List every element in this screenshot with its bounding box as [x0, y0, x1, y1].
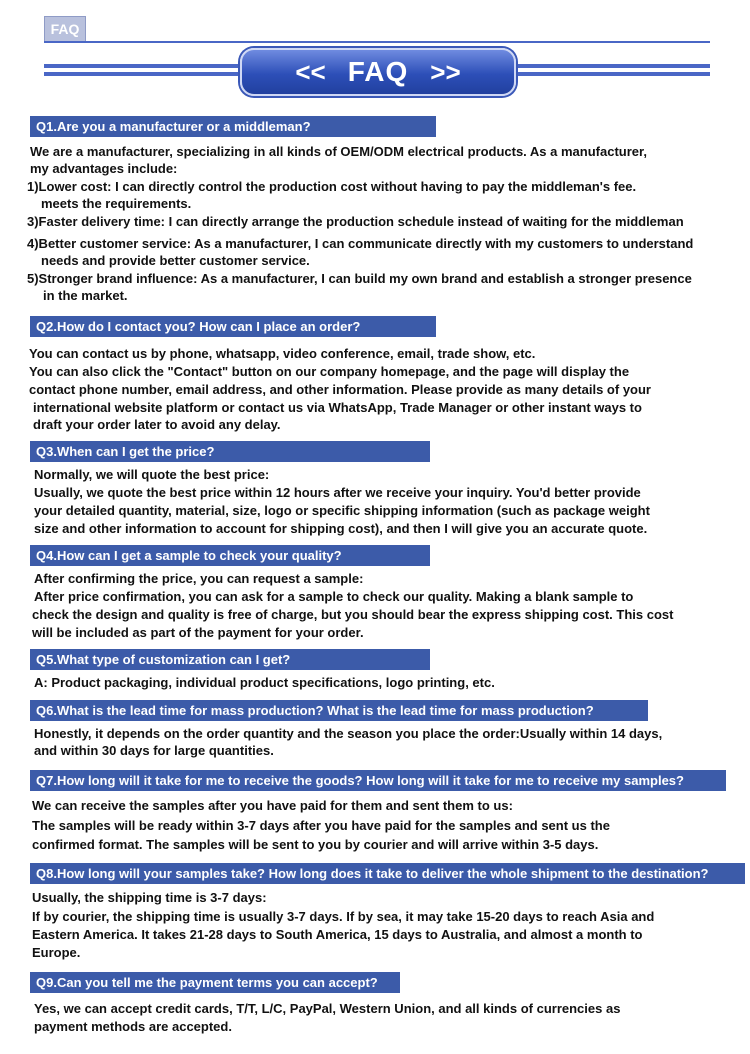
- answer-1-line: 1)Lower cost: I can directly control the production cost without having to pay the middleman's fee.: [27, 179, 637, 194]
- answer-4-line: will be included as part of the payment for your order.: [32, 625, 364, 640]
- faq-banner: [240, 48, 516, 96]
- answer-1-line: 5)Stronger brand influence: As a manufacturer, I can build my own brand and establish a stronger presence: [27, 271, 692, 286]
- question-7-heading: Q7.How long will it take for me to receive the goods? How long will it take for me to receive my samples?: [30, 770, 726, 791]
- answer-7-line: We can receive the samples after you have paid for them and sent them to us:: [32, 798, 513, 813]
- answer-8-line: Europe.: [32, 945, 81, 960]
- header-rule: [44, 41, 710, 43]
- question-3-heading: Q3.When can I get the price?: [30, 441, 430, 462]
- answer-3-line: Usually, we quote the best price within 12 hours after we receive your inquiry. You'd better provide: [34, 485, 641, 500]
- answer-4-line: After price confirmation, you can ask for a sample to check our quality. Making a blank sample to: [34, 589, 634, 604]
- question-2-heading: Q2.How do I contact you? How can I place an order?: [30, 316, 436, 337]
- answer-2-line: You can also click the "Contact" button on our company homepage, and the page will display the: [29, 364, 630, 379]
- answer-7-line: The samples will be ready within 3-7 days after you have paid for the samples and sent us the: [32, 818, 610, 833]
- answer-3-line: Normally, we will quote the best price:: [34, 467, 270, 482]
- chevron-right-icon: >>: [430, 57, 461, 87]
- question-6-heading: Q6.What is the lead time for mass production? What is the lead time for mass production?: [30, 700, 648, 721]
- answer-1-line: We are a manufacturer, specializing in all kinds of OEM/ODM electrical products. As a manufacturer,: [30, 144, 647, 159]
- chevron-left-icon: <<: [295, 57, 326, 87]
- faq-tag: FAQ: [44, 16, 86, 42]
- question-1-heading: Q1.Are you a manufacturer or a middleman?: [30, 116, 436, 137]
- answer-5-line: A: Product packaging, individual product specifications, logo printing, etc.: [34, 675, 495, 690]
- answer-3-line: size and other information to account for shipping cost), and then I will give you an accurate quote.: [34, 521, 648, 536]
- answer-1-line: my advantages include:: [30, 161, 178, 176]
- answer-6-line: and within 30 days for large quantities.: [34, 743, 274, 758]
- answer-2-line: draft your order later to avoid any delay.: [33, 417, 281, 432]
- answer-9-line: Yes, we can accept credit cards, T/T, L/C, PayPal, Western Union, and all kinds of currencies as: [34, 1001, 621, 1016]
- question-5-heading: Q5.What type of customization can I get?: [30, 649, 430, 670]
- answer-8-line: Eastern America. It takes 21-28 days to South America, 15 days to Australia, and almost a month to: [32, 927, 643, 942]
- answer-8-line: Usually, the shipping time is 3-7 days:: [32, 890, 267, 905]
- answer-4-line: check the design and quality is free of charge, but you should bear the express shipping cost. This cost: [32, 607, 674, 622]
- answer-3-line: your detailed quantity, material, size, logo or specific shipping information (such as package weight: [34, 503, 650, 518]
- answer-2-line: international website platform or contact us via WhatsApp, Trade Manager or other instant ways to: [33, 400, 642, 415]
- banner-title: FAQ: [347, 56, 409, 87]
- answer-2-line: You can contact us by phone, whatsapp, video conference, email, trade show, etc.: [29, 346, 536, 361]
- question-4-heading: Q4.How can I get a sample to check your quality?: [30, 545, 430, 566]
- answer-1-line: in the market.: [43, 288, 128, 303]
- answer-1-line: meets the requirements.: [41, 196, 192, 211]
- answer-1-line: 3)Faster delivery time: I can directly arrange the production schedule instead of waiting for the middleman: [27, 214, 684, 229]
- answer-8-line: If by courier, the shipping time is usually 3-7 days. If by sea, it may take 15-20 days to reach Asia and: [32, 909, 655, 924]
- answer-9-line: payment methods are accepted.: [34, 1019, 232, 1034]
- answer-4-line: After confirming the price, you can request a sample:: [34, 571, 364, 586]
- answer-1-line: needs and provide better customer service.: [41, 253, 310, 268]
- answer-2-line: contact phone number, email address, and other information. Please provide as many details of your: [29, 382, 651, 397]
- question-9-heading: Q9.Can you tell me the payment terms you can accept?: [30, 972, 400, 993]
- answer-1-line: 4)Better customer service: As a manufacturer, I can communicate directly with my customers to understand: [27, 236, 694, 251]
- answer-7-line: confirmed format. The samples will be sent to you by courier and will arrive within 3-5 days.: [32, 837, 599, 852]
- question-8-heading: Q8.How long will your samples take? How long does it take to deliver the whole shipment to the destination?: [30, 863, 745, 884]
- answer-6-line: Honestly, it depends on the order quantity and the season you place the order:Usually within 14 days,: [34, 726, 663, 741]
